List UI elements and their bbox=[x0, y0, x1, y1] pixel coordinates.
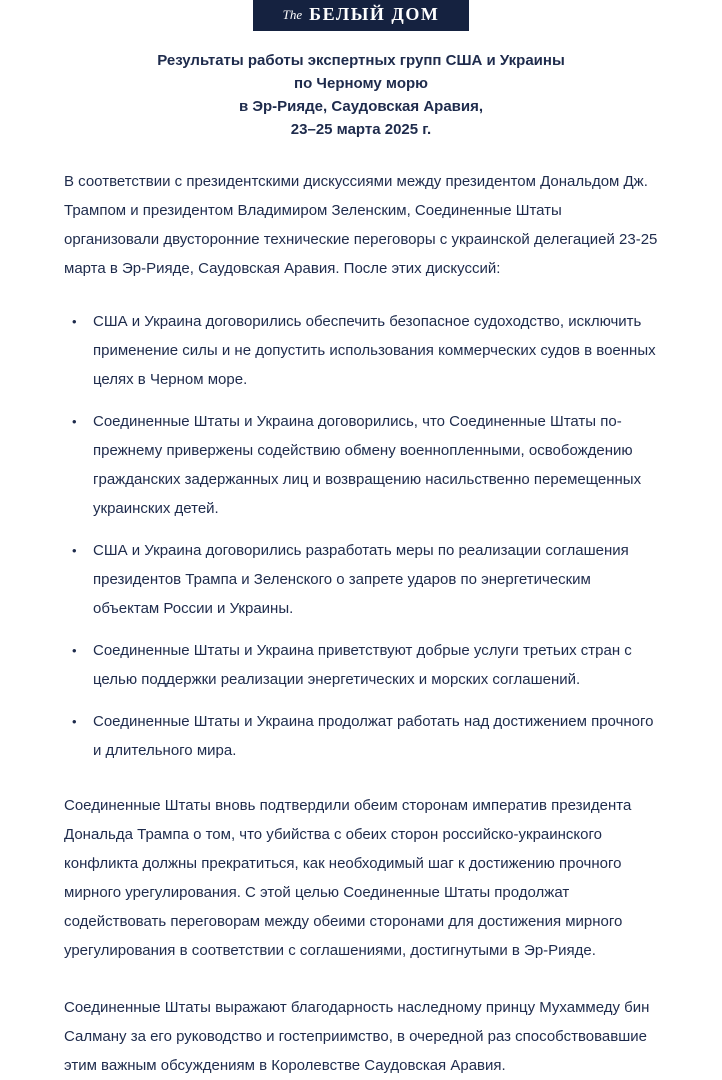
list-item: • Соединенные Штаты и Украина приветствуют добрые услуги третьих стран с целью поддержки реализации энергетических и морских соглашений. bbox=[72, 636, 658, 694]
paragraph: Соединенные Штаты выражают благодарность наследному принцу Мухаммеду бин Салману за его руководство и гостеприимство, в очередной раз способствовавшие этим важным обсуждениям в Королевстве Саудовская Аравия. bbox=[64, 999, 650, 1074]
logo-the: The bbox=[282, 7, 303, 22]
paragraph: Соединенные Штаты вновь подтвердили обеим сторонам императив президента Дональда Трампа о том, что убийства с обеих сторон российско-украинского конфликта должны прекратиться, как необходимый шаг к достижению прочного мирного урегулирования. С этой целью Соединенные Штаты продолжат содействовать переговорам между обеими сторонами для достижения мирного урегулирования в соответствии с соглашениями, достигнутыми в Эр-Рияде. bbox=[64, 797, 632, 959]
title-line-3: в Эр-Рияде, Саудовская Аравия, bbox=[238, 98, 484, 115]
title-line-4: 23–25 марта 2025 г. bbox=[290, 121, 432, 138]
document-title bbox=[64, 49, 658, 141]
white-house-logo bbox=[253, 0, 470, 31]
list-item: • США и Украина договорились обеспечить безопасное судоходство, исключить применение силы и не допустить использования коммерческих судов в военных целях в Черном море. bbox=[72, 307, 658, 394]
intro-paragraph: В соответствии с президентскими дискуссиями между президентом Дональдом Дж. Трампом и президентом Владимиром Зеленским, Соединенные Штаты организовали двусторонние технические переговоры с украинской делегацией 23-25 марта в Эр-Рияде, Саудовская Аравия. После этих дискуссий: bbox=[64, 173, 658, 277]
bullet-list bbox=[64, 307, 658, 765]
list-item: • Соединенные Штаты и Украина продолжат работать над достижением прочного и длительного мира. bbox=[72, 707, 658, 765]
title-line-1: Результаты работы экспертных групп США и Украины bbox=[157, 52, 565, 69]
logo-title: БЕЛЫЙ ДОМ bbox=[309, 4, 440, 24]
list-item: • США и Украина договорились разработать меры по реализации соглашения президентов Трампа и Зеленского о запрете ударов по энергетическим объектам России и Украины. bbox=[72, 536, 658, 623]
masthead bbox=[0, 0, 722, 31]
list-item: • Соединенные Штаты и Украина договорились, что Соединенные Штаты по-прежнему привержены содействию обмену военнопленными, освобождению гражданских задержанных лиц и возвращению насильственно перемещенных украинских детей. bbox=[72, 407, 658, 523]
title-line-2: по Черному морю bbox=[294, 75, 428, 92]
document-body bbox=[64, 167, 658, 1080]
